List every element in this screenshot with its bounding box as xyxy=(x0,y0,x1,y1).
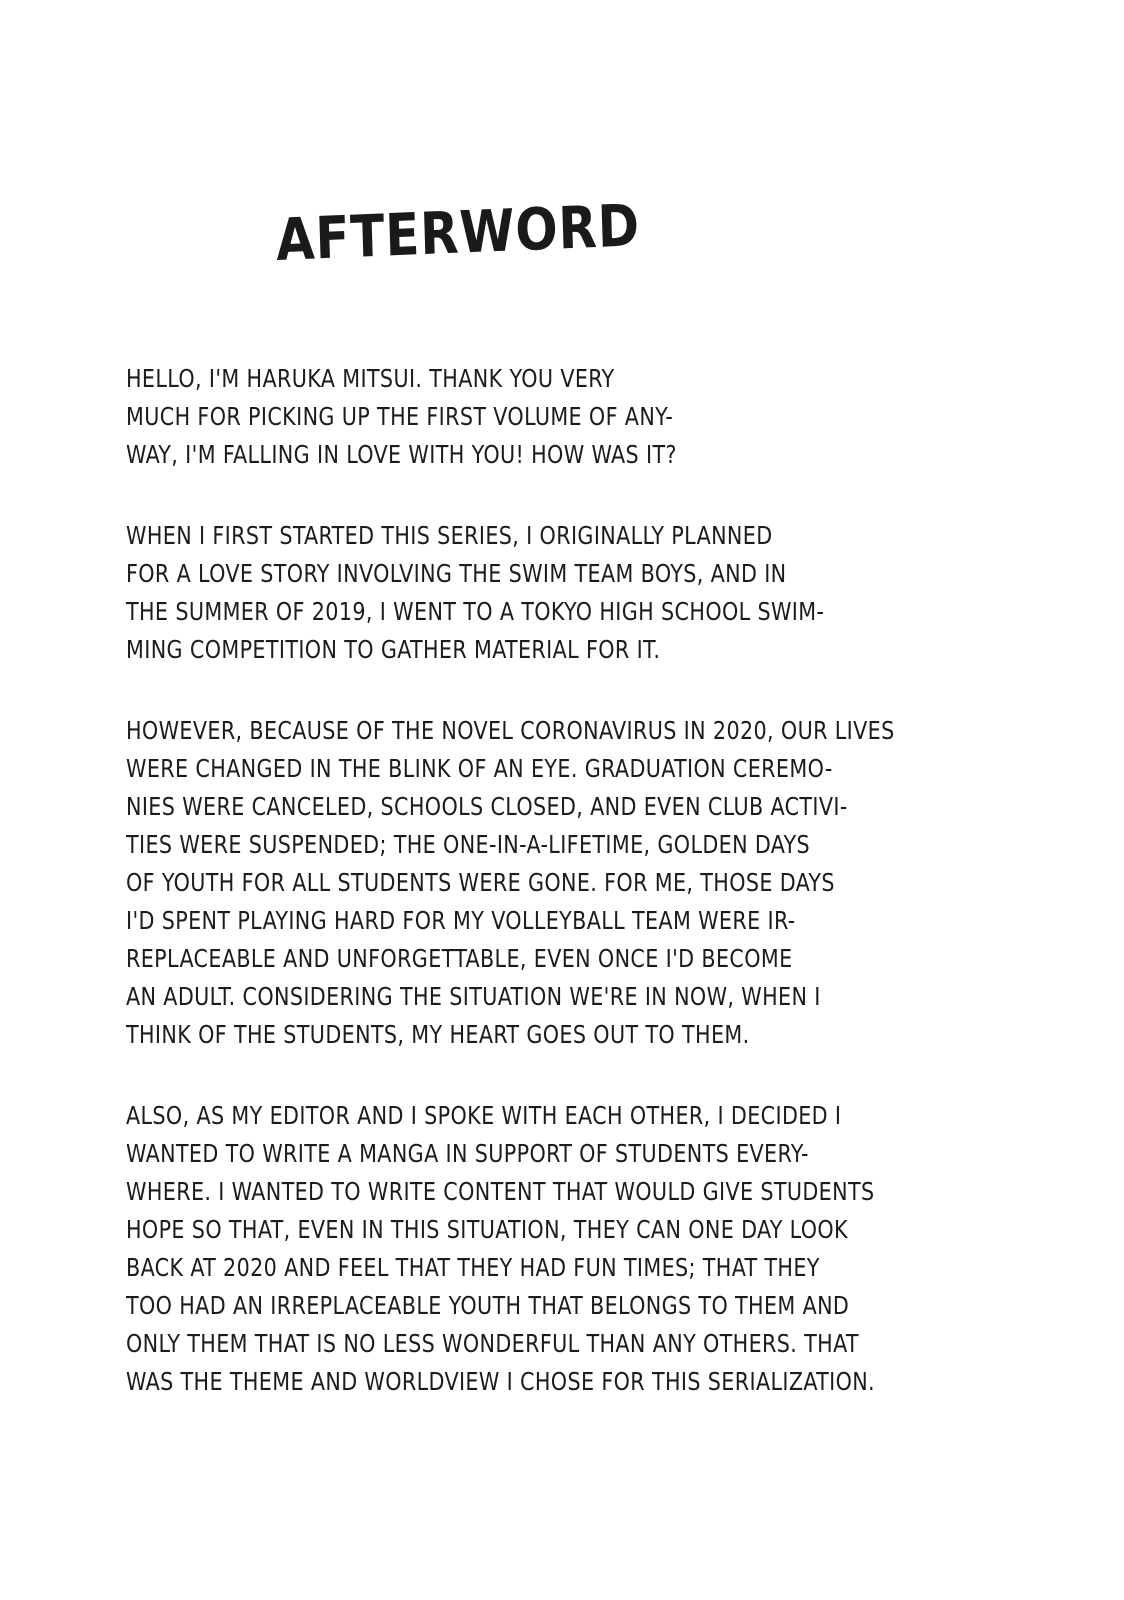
text-line: FOR A LOVE STORY INVOLVING THE SWIM TEAM BOYS, AND IN xyxy=(126,559,787,588)
afterword-body xyxy=(126,360,1006,1444)
text-line: I'D SPENT PLAYING HARD FOR MY VOLLEYBALL TEAM WERE IR- xyxy=(126,906,796,935)
text-line: WHERE. I WANTED TO WRITE CONTENT THAT WOULD GIVE STUDENTS xyxy=(126,1177,875,1206)
text-line: WHEN I FIRST STARTED THIS SERIES, I ORIGINALLY PLANNED xyxy=(126,521,773,550)
text-line: THINK OF THE STUDENTS, MY HEART GOES OUT TO THEM. xyxy=(126,1020,750,1049)
text-line: WERE CHANGED IN THE BLINK OF AN EYE. GRADUATION CEREMO- xyxy=(126,754,833,783)
text-line: WAS THE THEME AND WORLDVIEW I CHOSE FOR THIS SERIALIZATION. xyxy=(126,1367,876,1396)
paragraph-greeting xyxy=(126,360,1006,474)
text-line: WAY, I'M FALLING IN LOVE WITH YOU! HOW WAS IT? xyxy=(126,440,677,469)
text-line: THE SUMMER OF 2019, I WENT TO A TOKYO HIGH SCHOOL SWIM- xyxy=(126,597,825,626)
text-line: HOPE SO THAT, EVEN IN THIS SITUATION, THEY CAN ONE DAY LOOK xyxy=(126,1215,848,1244)
paragraph-coronavirus xyxy=(126,712,1006,1054)
text-line: ONLY THEM THAT IS NO LESS WONDERFUL THAN ANY OTHERS. THAT xyxy=(126,1329,859,1358)
page-title: AFTERWORD xyxy=(274,191,641,274)
text-line: ALSO, AS MY EDITOR AND I SPOKE WITH EACH OTHER, I DECIDED I xyxy=(126,1101,842,1130)
text-line: NIES WERE CANCELED, SCHOOLS CLOSED, AND EVEN CLUB ACTIVI- xyxy=(126,792,848,821)
text-line: MUCH FOR PICKING UP THE FIRST VOLUME OF ANY- xyxy=(126,402,674,431)
text-line: WANTED TO WRITE A MANGA IN SUPPORT OF STUDENTS EVERY- xyxy=(126,1139,809,1168)
paragraph-origin xyxy=(126,517,1006,669)
text-line: BACK AT 2020 AND FEEL THAT THEY HAD FUN TIMES; THAT THEY xyxy=(126,1253,820,1282)
text-line: REPLACEABLE AND UNFORGETTABLE, EVEN ONCE I'D BECOME xyxy=(126,944,793,973)
text-line: HELLO, I'M HARUKA MITSUI. THANK YOU VERY xyxy=(126,364,615,393)
text-line: TIES WERE SUSPENDED; THE ONE-IN-A-LIFETIME, GOLDEN DAYS xyxy=(126,830,811,859)
text-line: OF YOUTH FOR ALL STUDENTS WERE GONE. FOR ME, THOSE DAYS xyxy=(126,868,835,897)
text-line: AN ADULT. CONSIDERING THE SITUATION WE'RE IN NOW, WHEN I xyxy=(126,982,821,1011)
text-line: MING COMPETITION TO GATHER MATERIAL FOR IT. xyxy=(126,635,661,664)
text-line: TOO HAD AN IRREPLACEABLE YOUTH THAT BELONGS TO THEM AND xyxy=(126,1291,850,1320)
text-line: HOWEVER, BECAUSE OF THE NOVEL CORONAVIRUS IN 2020, OUR LIVES xyxy=(126,716,895,745)
paragraph-theme xyxy=(126,1097,1006,1401)
